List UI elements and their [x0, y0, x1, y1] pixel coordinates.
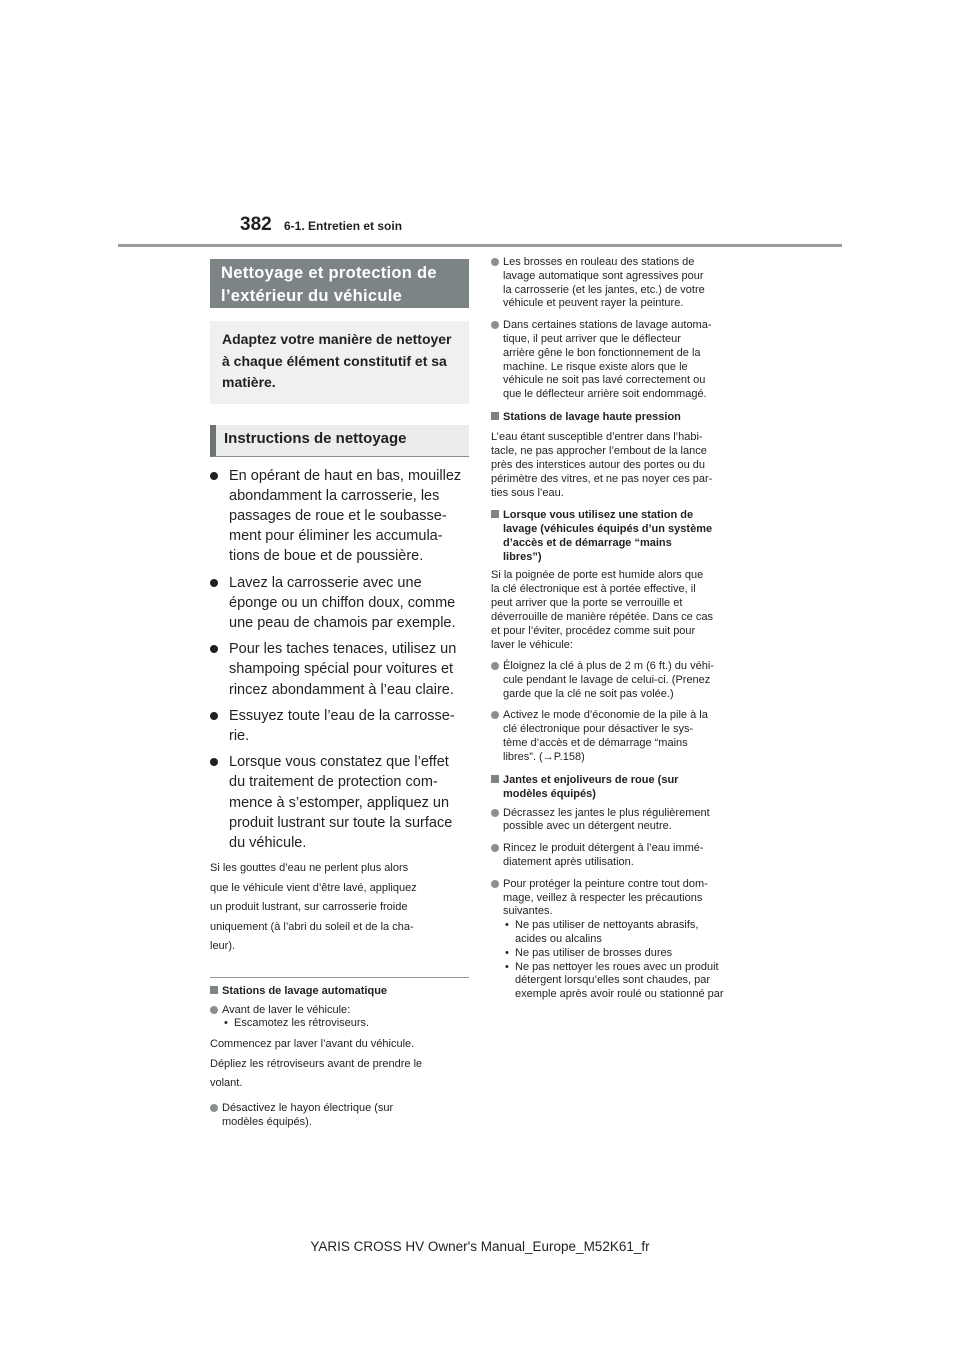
list-item-line: mage, veillez à respecter les précautions: [503, 891, 703, 904]
smart-key-wash-heading: [491, 508, 759, 564]
arrow-right-icon: →: [542, 750, 554, 763]
list-item-line: Pour les taches tenaces, utilisez un: [229, 641, 457, 658]
list-item-line: éponge ou un chiffon doux, comme: [229, 594, 456, 611]
bullet-icon: [491, 321, 499, 329]
heading-text: Stations de lavage haute pression: [503, 410, 681, 423]
note-line: que le véhicule vient d’être lavé, appliquez: [210, 881, 417, 894]
header-rule: [118, 244, 842, 247]
summary-box: [210, 321, 469, 404]
list-item-line: tions de boue et de poussière.: [229, 548, 424, 565]
left-column: [210, 259, 469, 1137]
text-line: L’eau étant susceptible d’entrer dans l’habi-: [491, 430, 703, 443]
list-item: [210, 1102, 469, 1130]
list-item: [491, 878, 759, 1002]
heading-line: libres”): [503, 550, 542, 563]
heading-line: Jantes et enjoliveurs de roue (sur: [503, 773, 679, 786]
list-item-line: produit lustrant sur toute la surface: [229, 814, 453, 831]
list-item: [491, 319, 759, 402]
heading-text: Stations de lavage automatique: [222, 984, 388, 997]
square-bullet-icon: [491, 510, 499, 518]
list-item-line: Lavez la carrosserie avec une: [229, 574, 422, 591]
sub-list-item: [503, 919, 759, 947]
text-line: la clé électronique est à portée effective, il: [491, 582, 696, 595]
bullet-icon: [210, 712, 218, 720]
list-item: [210, 639, 469, 700]
page-number: 382: [240, 214, 272, 235]
smart-key-text: [491, 568, 759, 652]
section-title-line: l’extérieur du véhicule: [221, 287, 403, 305]
list-item-line: la carrosserie (et les jantes, etc.) de votre: [503, 283, 705, 296]
heading-line: d’accès et de démarrage “mains: [503, 536, 672, 549]
list-item-line: shampoing spécial pour voitures et: [229, 661, 454, 678]
note-line: uniquement (à l’abri du soleil et de la cha-: [210, 920, 414, 933]
sub-list-text: Escamotez les rétroviseurs.: [234, 1017, 370, 1030]
list-item: [491, 807, 759, 835]
bullet-icon: [491, 711, 499, 719]
dot-bullet-icon: •: [505, 946, 509, 959]
list-item: [491, 660, 759, 701]
list-item-line: garde que la clé ne soit pas volée.): [503, 687, 674, 700]
text-line: déverrouille de manière répétée. Dans ce cas: [491, 610, 713, 623]
square-bullet-icon: [491, 412, 499, 420]
list-item-line: tique, il peut arriver que le déflecteur: [503, 332, 681, 345]
list-item-line: [503, 751, 759, 765]
bullet-icon: [210, 579, 218, 587]
list-item-line: Désactivez le hayon électrique (sur: [222, 1101, 394, 1114]
heading-line: lavage (véhicules équipés d’un système: [503, 522, 713, 535]
text-line: près des interstices autour des portes ou du: [491, 458, 706, 471]
list-item-line: du traitement de protection com-: [229, 774, 438, 791]
dot-bullet-icon: •: [505, 919, 509, 932]
text-line: peut arriver que la porte se verrouille et: [491, 596, 683, 609]
sub-list-text: Ne pas utiliser de brosses dures: [515, 946, 673, 959]
summary-line: à chaque élément constitutif et sa: [222, 352, 447, 369]
note-line: leur).: [210, 940, 236, 953]
square-bullet-icon: [491, 775, 499, 783]
sub-list-item: [503, 961, 759, 1002]
list-item-line: machine. Le risque existe alors que le: [503, 360, 688, 373]
dot-bullet-icon: •: [224, 1017, 228, 1030]
list-item-line: mence à s’estomper, appliquez un: [229, 794, 450, 811]
list-item-line: une peau de chamois par exemple.: [229, 614, 456, 631]
list-item-line: arrière gêne le bon fonctionnement de la: [503, 346, 701, 359]
text-fragment: libres”. (: [503, 750, 543, 763]
list-item-line: Les brosses en rouleau des stations de: [503, 256, 695, 268]
right-column: [491, 256, 759, 1010]
auto-wash-text: [210, 1035, 469, 1094]
list-item-line: passages de roue et le soubasse-: [229, 507, 447, 524]
list-item-line: Dans certaines stations de lavage automa-: [503, 319, 712, 332]
cleaning-instructions-heading: Instructions de nettoyage: [210, 425, 469, 457]
sub-list-item: [222, 1017, 469, 1031]
summary-line: matière.: [222, 374, 276, 390]
list-item-line: Activez le mode d’économie de la pile à la: [503, 709, 708, 722]
list-item-line: rincez abondamment à l’eau claire.: [229, 681, 454, 698]
list-item: [210, 1004, 469, 1032]
list-item-line: Avant de laver le véhicule:: [222, 1003, 351, 1016]
list-item-line: véhicule et peuvent rayer la peinture.: [503, 297, 684, 310]
bullet-icon: [491, 880, 499, 888]
list-item-line: Pour protéger la peinture contre tout dom-: [503, 877, 708, 890]
bullet-icon: [491, 809, 499, 817]
heading-line: modèles équipés): [503, 787, 596, 800]
list-item-line: Rincez le produit détergent à l’eau immé-: [503, 842, 704, 855]
list-item: [210, 752, 469, 853]
list-item-line: clé électronique pour désactiver le sys-: [503, 723, 694, 736]
heading-line: Lorsque vous utilisez une station de: [503, 508, 694, 521]
auto-wash-heading: [210, 984, 469, 998]
text-line: ties sous l’eau.: [491, 486, 564, 499]
list-item-line: possible avec un détergent neutre.: [503, 820, 672, 833]
bullet-icon: [491, 844, 499, 852]
high-pressure-text: [491, 430, 759, 500]
text-line: Si la poignée de porte est humide alors que: [491, 568, 704, 581]
list-item-line: modèles équipés).: [222, 1115, 312, 1128]
bullet-icon: [210, 472, 218, 480]
wax-note: [210, 859, 469, 957]
text-line: Commencez par laver l’avant du véhicule.: [210, 1038, 415, 1051]
note-line: Si les gouttes d’eau ne perlent plus alors: [210, 862, 409, 875]
list-item: [491, 709, 759, 764]
list-item-line: que le déflecteur arrière soit endommagé.: [503, 388, 707, 401]
text-line: tacle, ne pas approcher l’embout de la lance: [491, 444, 707, 457]
text-line: Dépliez les rétroviseurs avant de prendre le: [210, 1057, 423, 1070]
list-item-line: lavage automatique sont agressives pour: [503, 269, 704, 282]
note-line: un produit lustrant, sur carrosserie froide: [210, 901, 408, 914]
list-item-line: En opérant de haut en bas, mouillez: [229, 467, 462, 484]
bullet-icon: [210, 758, 218, 766]
sub-list-text: détergent lorsqu’elles sont chaudes, par: [515, 974, 711, 987]
text-line: volant.: [210, 1077, 243, 1090]
text-line: laver le véhicule:: [491, 638, 573, 651]
list-item-line: Lorsque vous constatez que l’effet: [229, 754, 449, 771]
list-item-line: tème d’accès et de démarrage “mains: [503, 736, 688, 749]
high-pressure-heading: [491, 410, 759, 424]
text-line: et pour l’éviter, procédez comme suit pour: [491, 624, 696, 637]
sub-list-text: Ne pas utiliser de nettoyants abrasifs,: [515, 919, 699, 932]
list-item-line: Essuyez toute l’eau de la carrosse-: [229, 707, 455, 724]
wheels-heading: [491, 773, 759, 801]
list-item-line: Décrassez les jantes le plus régulièrement: [503, 806, 710, 819]
bullet-icon: [210, 1006, 218, 1014]
list-item: [210, 466, 469, 567]
bullet-icon: [491, 662, 499, 670]
section-title-line: Nettoyage et protection de: [221, 264, 437, 282]
page-reference-link[interactable]: P.158): [553, 750, 585, 763]
list-item-line: véhicule ne soit pas lavé correctement ou: [503, 374, 706, 387]
bullet-icon: [491, 258, 499, 266]
sub-list-item: [503, 947, 759, 961]
list-item-line: suivantes.: [503, 905, 553, 918]
sub-list-text: exemple après avoir roulé ou stationné par: [515, 988, 724, 1001]
list-item: [210, 573, 469, 634]
square-bullet-icon: [210, 986, 218, 994]
sub-list-text: Ne pas nettoyer les roues avec un produit: [515, 960, 719, 973]
section-reference: 6-1. Entretien et soin: [284, 219, 403, 233]
bullet-icon: [210, 645, 218, 653]
list-item: [491, 256, 759, 311]
list-item-line: ment pour éliminer les accumula-: [229, 528, 443, 545]
section-title-box: [210, 259, 469, 308]
bullet-icon: [210, 1104, 218, 1112]
footer-manual-id: YARIS CROSS HV Owner's Manual_Europe_M52K61_fr: [310, 1239, 650, 1254]
list-item-line: cule pendant le lavage de celui-ci. (Prenez: [503, 673, 711, 686]
divider: [210, 977, 469, 978]
sub-list-text: acides ou alcalins: [515, 932, 602, 945]
list-item-line: Éloignez la clé à plus de 2 m (6 ft.) du véhi-: [503, 659, 714, 672]
text-line: périmètre des vitres, et ne pas noyer ces par-: [491, 472, 713, 485]
summary-line: Adaptez votre manière de nettoyer: [222, 331, 452, 347]
list-item-line: abondamment la carrosserie, les: [229, 487, 440, 504]
list-item-line: du véhicule.: [229, 834, 307, 851]
cleaning-bullet-list: [210, 466, 469, 854]
list-item-line: rie.: [229, 727, 250, 744]
list-item: [210, 706, 469, 746]
dot-bullet-icon: •: [505, 960, 509, 973]
list-item-line: diatement après utilisation.: [503, 855, 634, 868]
list-item: [491, 842, 759, 870]
